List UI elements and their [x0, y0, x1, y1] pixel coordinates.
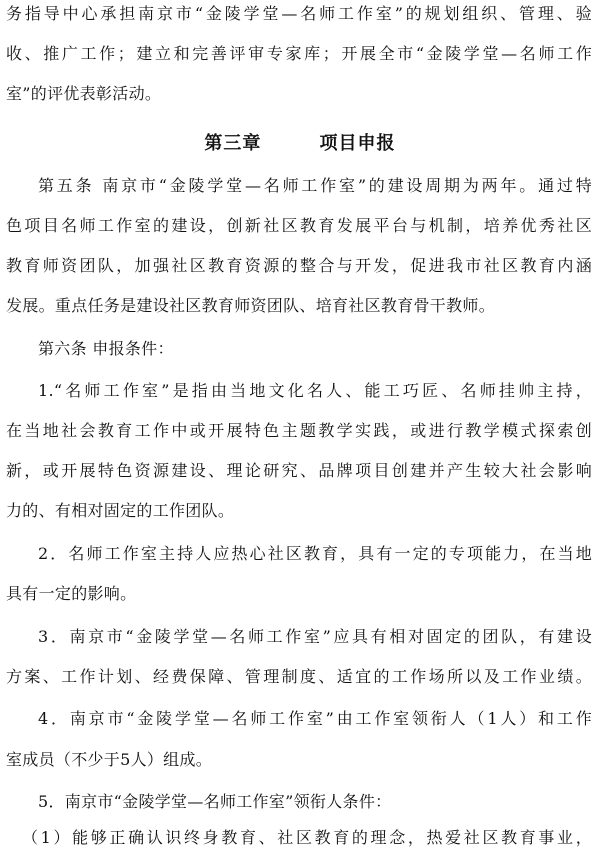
article6-item2-line-2: 具有一定的影响。	[6, 584, 137, 603]
article6-item1-line-1: 1.“名师工作室”是指由当地文化名人、能工巧匠、名师挂帅主持，	[38, 381, 592, 400]
chapter-title: 第三章 项目申报	[204, 133, 396, 154]
article5-line-4: 发展。重点任务是建设社区教育师资团队、培育社区教育骨干教师。	[6, 296, 496, 315]
article6-item1-line-2: 在当地社会教育工作中或开展特色主题教学实践，或进行教学模式探索创	[6, 421, 592, 440]
article6-item3-line-1: 3．南京市“金陵学堂—名师工作室”应具有相对固定的团队，有建设	[38, 627, 592, 646]
article6-item4-line-1: 4．南京市“金陵学堂—名师工作室”由工作室领衔人（1人）和工作	[38, 709, 592, 728]
article6-item2-line-1: 2．名师工作室主持人应热心社区教育，具有一定的专项能力，在当地	[38, 544, 592, 563]
article6-item4-line-2: 室成员（不少于5人）组成。	[6, 750, 213, 769]
article6-subitem1-line-1: （1）能够正确认识终身教育、社区教育的理念，热爱社区教育事业，	[22, 828, 592, 847]
article5-line-2: 色项目名师工作室的建设，创新社区教育发展平台与机制，培养优秀社区	[6, 216, 592, 235]
intro-line-1: 务指导中心承担南京市“金陵学堂—名师工作室”的规划组织、管理、验	[6, 4, 592, 23]
article6-item1-line-3: 新，或开展特色资源建设、理论研究、品牌项目创建并产生较大社会影响	[6, 461, 592, 480]
intro-line-2: 收、推广工作；建立和完善评审专家库；开展全市“金陵学堂—名师工作	[6, 44, 592, 63]
intro-line-3: 室”的评优表彰活动。	[6, 84, 162, 103]
article6-heading: 第六条 申报条件：	[38, 339, 174, 358]
article6-item5-line-1: 5．南京市“金陵学堂—名师工作室”领衔人条件：	[38, 792, 392, 811]
article5-line-3: 教育师资团队，加强社区教育资源的整合与开发，促进我市社区教育内涵	[6, 256, 592, 275]
article6-item3-line-2: 方案、工作计划、经费保障、管理制度、适宜的工作场所以及工作业绩。	[6, 667, 592, 686]
article5-line-1: 第五条 南京市“金陵学堂—名师工作室”的建设周期为两年。通过特	[38, 176, 592, 195]
article6-item1-line-4: 力的、有相对固定的工作团队。	[6, 501, 235, 520]
